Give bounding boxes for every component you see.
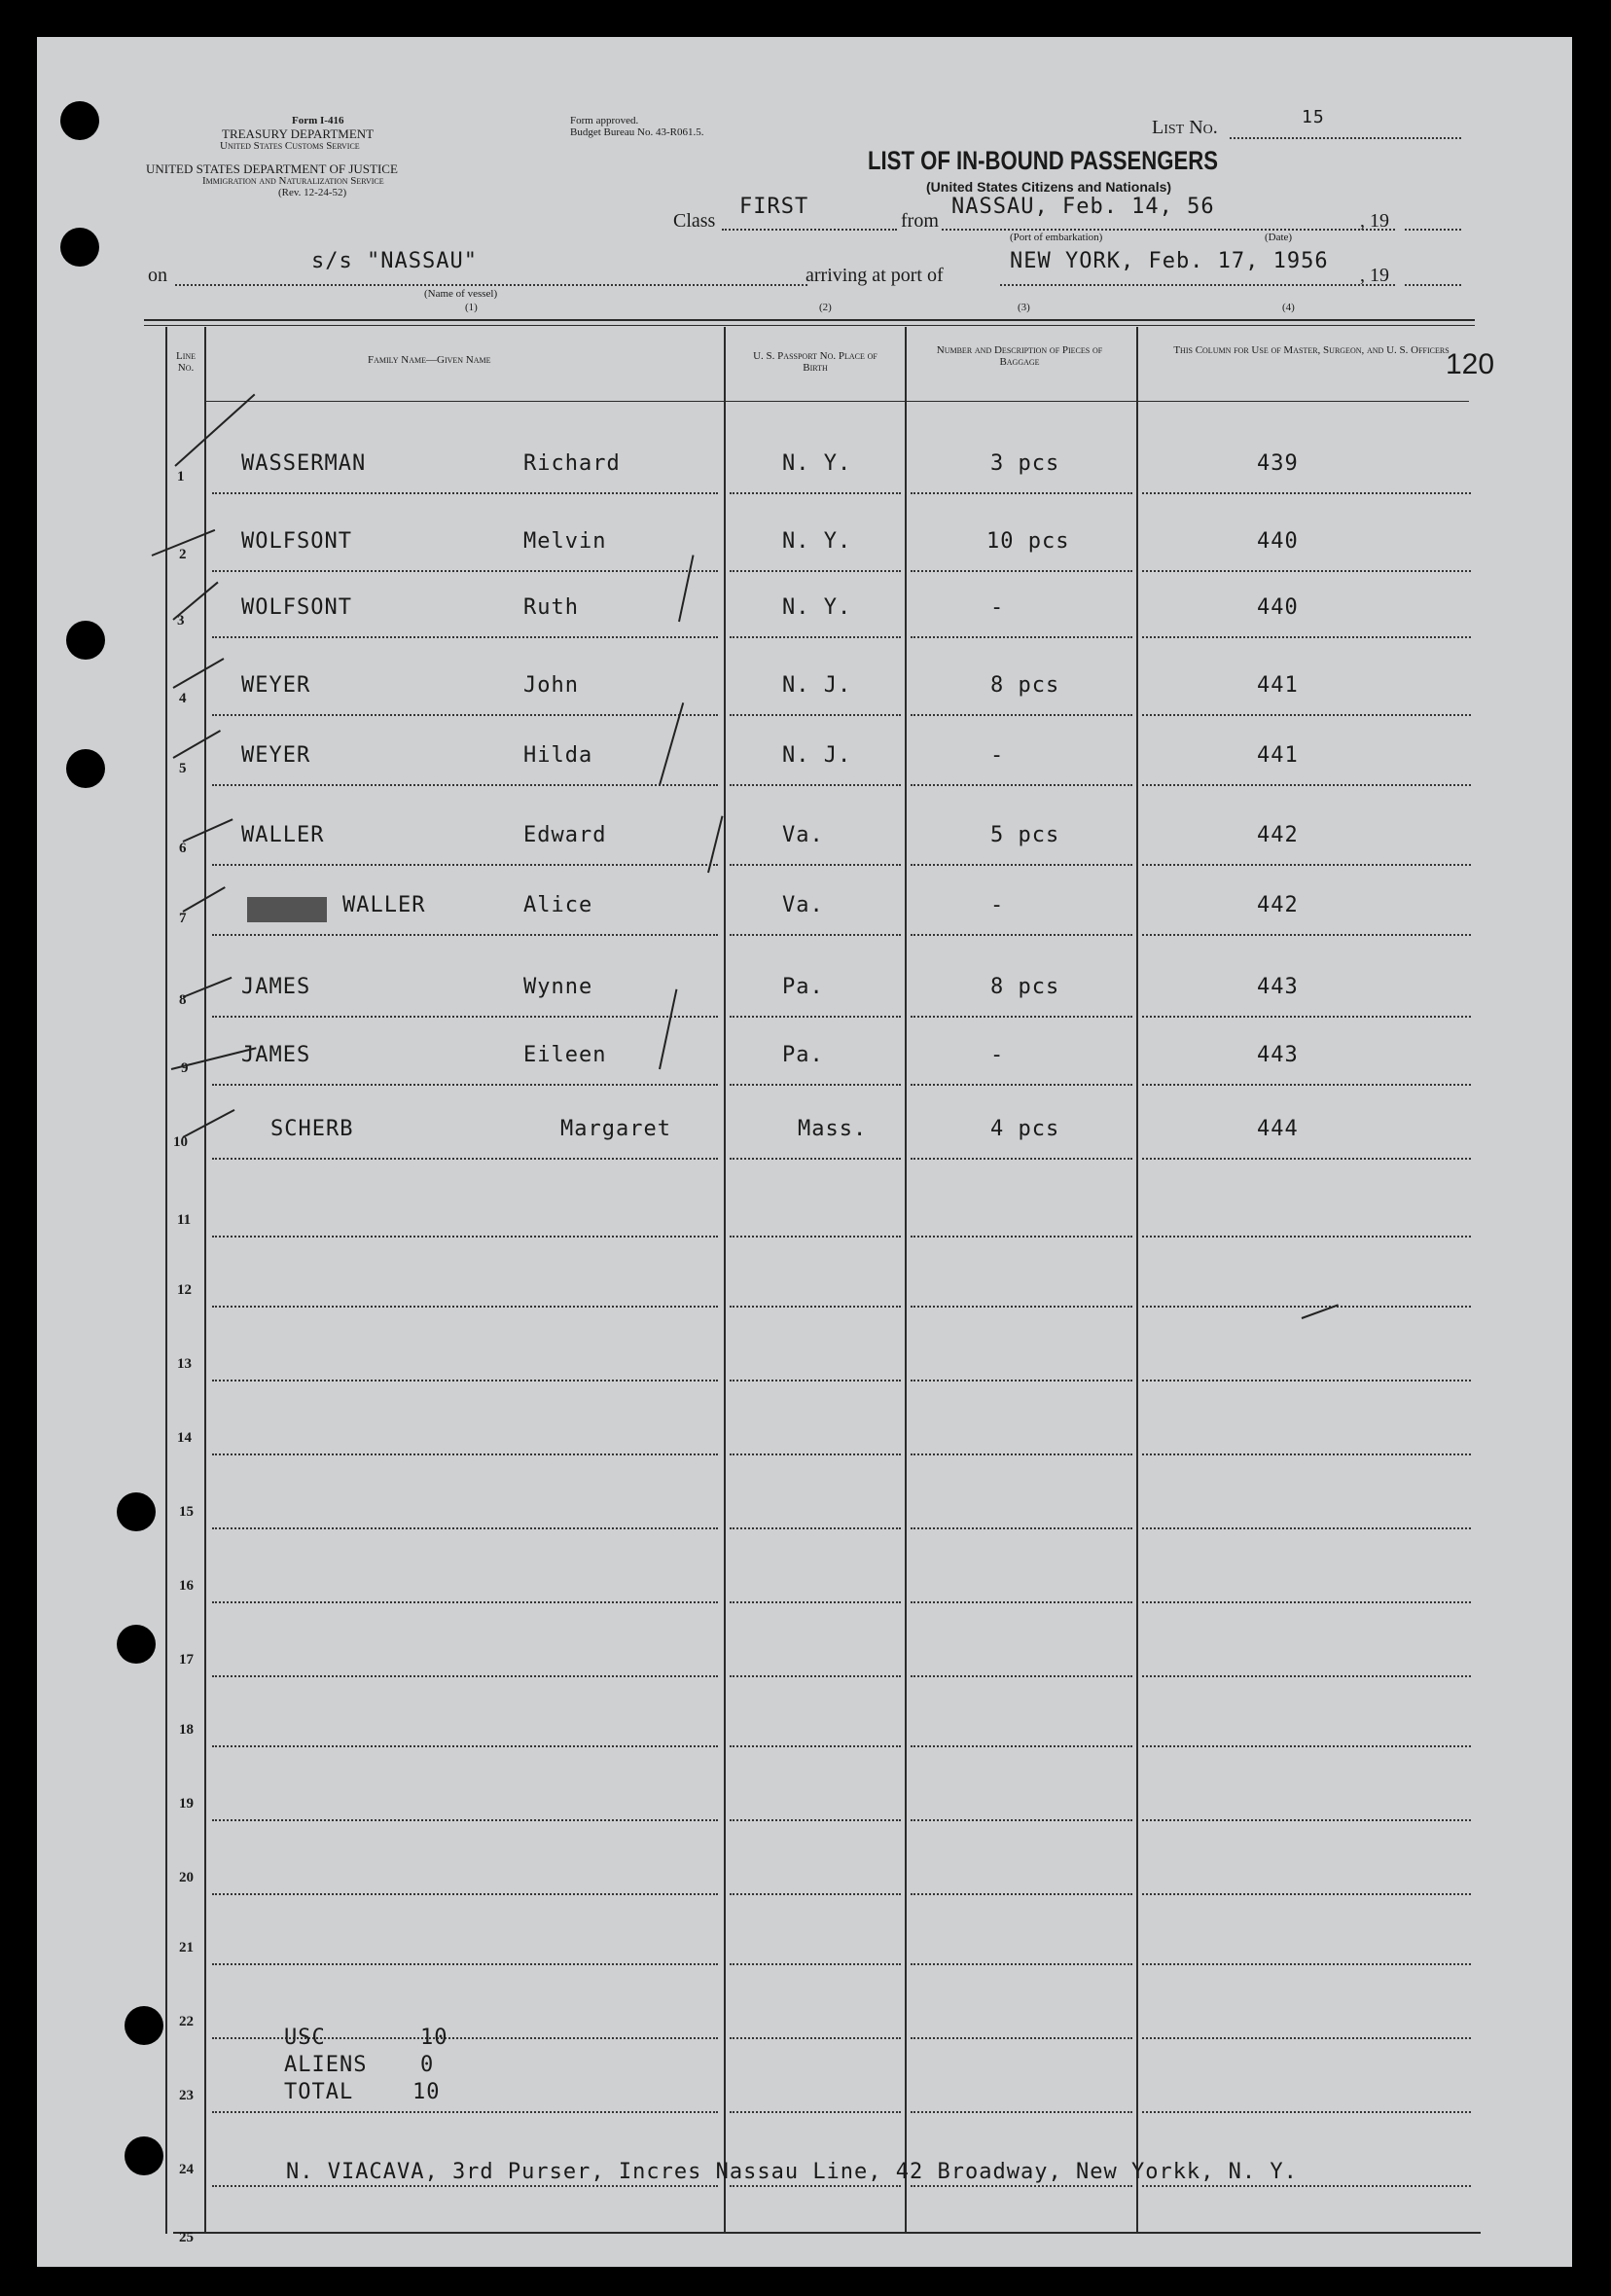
punch-hole — [66, 749, 105, 788]
place-of-birth: N. Y. — [782, 529, 852, 554]
signature-line: N. VIACAVA, 3rd Purser, Incres Nassau Line, 42 Broadway, New Yorkk, N. Y. — [286, 2160, 1298, 2184]
line-number: 5 — [179, 761, 187, 776]
place-of-birth: Mass. — [798, 1117, 868, 1141]
column-number-1: (1) — [465, 302, 478, 313]
line-number: 13 — [177, 1356, 192, 1372]
place-of-birth: N. Y. — [782, 451, 852, 476]
family-name: WEYER — [241, 673, 311, 698]
baggage: 4 pcs — [990, 1117, 1060, 1141]
check-mark — [183, 818, 233, 843]
officer-number: 444 — [1257, 1117, 1299, 1141]
page-number: 120 — [1446, 348, 1495, 380]
given-name: Ruth — [523, 595, 579, 620]
officer-number: 440 — [1257, 595, 1299, 620]
header-name: Family Name—Given Name — [368, 354, 491, 366]
aliens-label: ALIENS — [284, 2053, 368, 2077]
place-of-birth: Va. — [782, 823, 824, 847]
from-value: NASSAU, Feb. 14, 56 — [951, 195, 1215, 219]
form-subtitle: (United States Citizens and Nationals) — [926, 179, 1172, 195]
line-number: 15 — [179, 1504, 194, 1520]
line-number: 9 — [181, 1060, 189, 1076]
baggage: 8 pcs — [990, 975, 1060, 999]
pen-mark — [659, 989, 677, 1070]
officer-number: 439 — [1257, 451, 1299, 476]
place-of-birth: Va. — [782, 893, 824, 917]
line-number: 14 — [177, 1430, 192, 1446]
officer-number: 440 — [1257, 529, 1299, 554]
header-baggage: Number and Description of Pieces of Baggage — [936, 344, 1103, 368]
column-number-4: (4) — [1282, 302, 1295, 313]
place-of-birth: N. Y. — [782, 595, 852, 620]
given-name: Hilda — [523, 743, 593, 768]
punch-hole — [60, 101, 99, 140]
line-number: 21 — [179, 1940, 194, 1955]
baggage: 8 pcs — [990, 673, 1060, 698]
form-approved: Form approved. — [570, 115, 639, 126]
line-number: 1 — [177, 469, 185, 484]
line-number: 12 — [177, 1282, 192, 1298]
line-number: 6 — [179, 841, 187, 856]
line-number: 22 — [179, 2014, 194, 2029]
form-title: LIST OF IN-BOUND PASSENGERS — [868, 146, 1219, 175]
given-name: John — [523, 673, 579, 698]
punch-hole — [117, 1492, 156, 1531]
punch-hole — [125, 2136, 163, 2175]
officer-number: 442 — [1257, 823, 1299, 847]
usc-label: USC — [284, 2026, 326, 2050]
line-number: 25 — [179, 2230, 194, 2245]
family-name: WOLFSONT — [241, 529, 352, 554]
from-label: from — [901, 210, 939, 232]
family-name: WOLFSONT — [241, 595, 352, 620]
line-number: 4 — [179, 691, 187, 706]
punch-hole — [60, 228, 99, 267]
usc-value: 10 — [420, 2026, 448, 2050]
line-number: 20 — [179, 1870, 194, 1885]
list-no-label: List No. — [1152, 117, 1218, 138]
list-no-value: 15 — [1302, 107, 1325, 127]
header-passport: U. S. Passport No. Place of Birth — [753, 350, 877, 374]
baggage: 10 pcs — [986, 529, 1070, 554]
given-name: Alice — [523, 893, 593, 917]
on-label: on — [148, 265, 167, 286]
given-name: Melvin — [523, 529, 607, 554]
line-number: 10 — [173, 1134, 188, 1150]
baggage: - — [990, 743, 1005, 768]
line-number: 8 — [179, 992, 187, 1008]
line-number: 19 — [179, 1796, 194, 1812]
baggage: - — [990, 595, 1005, 620]
punch-hole — [117, 1625, 156, 1664]
revision-date: (Rev. 12-24-52) — [278, 187, 347, 198]
check-mark — [183, 1109, 235, 1138]
arriving-value: NEW YORK, Feb. 17, 1956 — [1010, 249, 1329, 273]
baggage: - — [990, 893, 1005, 917]
officer-number: 443 — [1257, 1043, 1299, 1067]
ins-service: Immigration and Naturalization Service — [202, 175, 384, 187]
given-name: Edward — [523, 823, 607, 847]
treasury-department: TREASURY DEPARTMENT — [222, 126, 375, 141]
place-of-birth: Pa. — [782, 1043, 824, 1067]
baggage: 5 pcs — [990, 823, 1060, 847]
given-name: Margaret — [560, 1117, 671, 1141]
place-of-birth: Pa. — [782, 975, 824, 999]
total-label: TOTAL — [284, 2080, 354, 2104]
check-mark — [173, 730, 221, 759]
family-name: WEYER — [241, 743, 311, 768]
line-number: 24 — [179, 2162, 194, 2177]
place-of-birth: N. J. — [782, 743, 852, 768]
line-number: 7 — [179, 911, 187, 926]
port-embarkation-caption: (Port of embarkation) — [1010, 232, 1103, 243]
family-name: SCHERB — [270, 1117, 354, 1141]
total-value: 10 — [412, 2080, 441, 2104]
header-line-no: Line No. — [175, 350, 197, 374]
line-number: 23 — [179, 2088, 194, 2103]
officer-number: 443 — [1257, 975, 1299, 999]
class-label: Class — [673, 210, 716, 232]
place-of-birth: N. J. — [782, 673, 852, 698]
vessel-value: s/s "NASSAU" — [311, 249, 478, 273]
given-name: Richard — [523, 451, 621, 476]
column-number-3: (3) — [1018, 302, 1030, 313]
aliens-value: 0 — [420, 2053, 435, 2077]
class-value: FIRST — [739, 195, 809, 219]
year-prefix-2: , 19 — [1360, 265, 1389, 286]
check-mark — [183, 977, 233, 998]
given-name: Eileen — [523, 1043, 607, 1067]
family-name: WALLER — [241, 823, 325, 847]
family-name: JAMES — [241, 1043, 311, 1067]
family-name: JAMES — [241, 975, 311, 999]
budget-bureau: Budget Bureau No. 43-R061.5. — [570, 126, 704, 138]
check-mark — [173, 658, 225, 689]
line-number: 2 — [179, 547, 187, 562]
line-number: 17 — [179, 1652, 194, 1668]
form-number: Form I-416 — [292, 115, 344, 126]
arriving-label: arriving at port of — [806, 265, 944, 286]
punch-hole — [125, 2006, 163, 2045]
family-name: WASSERMAN — [241, 451, 367, 476]
customs-service: United States Customs Service — [220, 140, 360, 152]
line-number: 3 — [177, 613, 185, 628]
family-name: WALLER — [342, 893, 426, 917]
document-page — [37, 37, 1572, 2267]
pen-mark — [678, 555, 695, 622]
header-officers: This Column for Use of Master, Surgeon, and U. S. Officers — [1173, 344, 1450, 356]
baggage: - — [990, 1043, 1005, 1067]
struck-out-text — [247, 897, 327, 922]
line-number: 18 — [179, 1722, 194, 1738]
officer-number: 441 — [1257, 743, 1299, 768]
baggage: 3 pcs — [990, 451, 1060, 476]
vessel-caption: (Name of vessel) — [424, 288, 498, 300]
officer-number: 442 — [1257, 893, 1299, 917]
check-mark — [172, 582, 218, 621]
department-of-justice: UNITED STATES DEPARTMENT OF JUSTICE — [146, 161, 398, 176]
date-caption: (Date) — [1265, 232, 1293, 243]
line-number: 11 — [177, 1212, 192, 1228]
officer-number: 441 — [1257, 673, 1299, 698]
year-prefix-1: , 19 — [1360, 210, 1389, 232]
column-number-2: (2) — [819, 302, 832, 313]
punch-hole — [66, 621, 105, 660]
given-name: Wynne — [523, 975, 593, 999]
line-number: 16 — [179, 1578, 194, 1594]
